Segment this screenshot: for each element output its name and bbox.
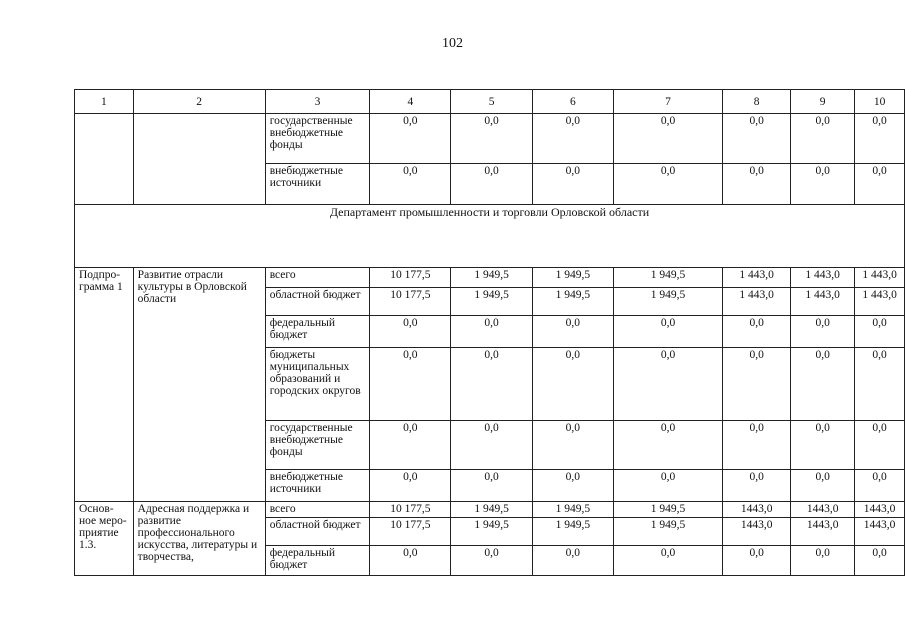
value-cell: 1443,0 bbox=[723, 502, 791, 518]
value-cell: 0,0 bbox=[451, 470, 532, 502]
value-cell: 10 177,5 bbox=[370, 288, 451, 316]
funding-source: всего bbox=[265, 502, 370, 518]
value-cell: 0,0 bbox=[791, 421, 855, 470]
value-cell: 1 949,5 bbox=[532, 518, 613, 546]
value-cell: 0,0 bbox=[855, 421, 905, 470]
value-cell: 1 949,5 bbox=[532, 268, 613, 288]
value-cell: 0,0 bbox=[370, 164, 451, 205]
value-cell: 1 443,0 bbox=[855, 288, 905, 316]
value-cell: 0,0 bbox=[532, 316, 613, 348]
header-cell: 7 bbox=[613, 90, 722, 114]
value-cell: 0,0 bbox=[855, 114, 905, 164]
value-cell: 1 949,5 bbox=[451, 268, 532, 288]
value-cell: 1 443,0 bbox=[723, 288, 791, 316]
value-cell: 0,0 bbox=[613, 546, 722, 576]
value-cell: 1 949,5 bbox=[613, 268, 722, 288]
value-cell: 0,0 bbox=[370, 470, 451, 502]
header-cell: 6 bbox=[532, 90, 613, 114]
table-row bbox=[75, 502, 905, 518]
value-cell: 1 443,0 bbox=[791, 288, 855, 316]
value-cell: 0,0 bbox=[451, 348, 532, 421]
value-cell: 0,0 bbox=[723, 546, 791, 576]
funding-source: государственные внебюджетные фонды bbox=[265, 421, 370, 470]
budget-table bbox=[74, 89, 905, 576]
value-cell: 0,0 bbox=[855, 348, 905, 421]
value-cell: 0,0 bbox=[723, 164, 791, 205]
value-cell: 0,0 bbox=[613, 316, 722, 348]
value-cell: 0,0 bbox=[791, 316, 855, 348]
value-cell: 0,0 bbox=[723, 348, 791, 421]
value-cell: 0,0 bbox=[532, 470, 613, 502]
value-cell: 0,0 bbox=[791, 546, 855, 576]
funding-source: областной бюджет bbox=[265, 518, 370, 546]
value-cell: 1 949,5 bbox=[451, 518, 532, 546]
value-cell: 0,0 bbox=[532, 546, 613, 576]
value-cell: 0,0 bbox=[723, 114, 791, 164]
header-cell: 3 bbox=[265, 90, 370, 114]
value-cell: 0,0 bbox=[370, 316, 451, 348]
section-row bbox=[75, 205, 905, 268]
value-cell: 0,0 bbox=[613, 470, 722, 502]
header-cell: 2 bbox=[133, 90, 265, 114]
value-cell: 0,0 bbox=[855, 164, 905, 205]
value-cell: 0,0 bbox=[791, 470, 855, 502]
value-cell: 0,0 bbox=[791, 348, 855, 421]
value-cell: 1 949,5 bbox=[532, 288, 613, 316]
program-name: Развитие отрасли культуры в Орловской области bbox=[133, 268, 265, 502]
table-row bbox=[75, 268, 905, 288]
value-cell: 0,0 bbox=[532, 348, 613, 421]
program-code: Подпро-грамма 1 bbox=[75, 268, 134, 502]
value-cell: 0,0 bbox=[451, 164, 532, 205]
value-cell: 0,0 bbox=[370, 348, 451, 421]
value-cell: 1 949,5 bbox=[613, 518, 722, 546]
header-cell: 10 bbox=[855, 90, 905, 114]
value-cell: 0,0 bbox=[791, 114, 855, 164]
value-cell: 0,0 bbox=[723, 470, 791, 502]
value-cell: 0,0 bbox=[451, 316, 532, 348]
value-cell: 0,0 bbox=[532, 164, 613, 205]
funding-source: всего bbox=[265, 268, 370, 288]
value-cell: 1 443,0 bbox=[791, 268, 855, 288]
value-cell: 0,0 bbox=[451, 546, 532, 576]
funding-source: областной бюджет bbox=[265, 288, 370, 316]
value-cell: 10 177,5 bbox=[370, 502, 451, 518]
value-cell: 0,0 bbox=[532, 421, 613, 470]
value-cell: 0,0 bbox=[613, 114, 722, 164]
value-cell: 1 949,5 bbox=[613, 288, 722, 316]
header-cell: 8 bbox=[723, 90, 791, 114]
funding-source: государственные внебюджетные фонды bbox=[265, 114, 370, 164]
program-code: Основ-ное меро-приятие 1.3. bbox=[75, 502, 134, 576]
value-cell: 1 949,5 bbox=[451, 288, 532, 316]
value-cell: 10 177,5 bbox=[370, 518, 451, 546]
value-cell: 1443,0 bbox=[855, 502, 905, 518]
page-number: 102 bbox=[442, 36, 463, 51]
value-cell: 0,0 bbox=[855, 546, 905, 576]
value-cell: 0,0 bbox=[370, 546, 451, 576]
value-cell: 0,0 bbox=[723, 421, 791, 470]
funding-source: бюджеты муниципальных образований и городских округов bbox=[265, 348, 370, 421]
section-title: Департамент промышленности и торговли Орловской области bbox=[75, 205, 905, 268]
value-cell: 1443,0 bbox=[855, 518, 905, 546]
value-cell: 0,0 bbox=[370, 114, 451, 164]
value-cell: 1443,0 bbox=[791, 518, 855, 546]
funding-source: федеральный бюджет bbox=[265, 546, 370, 576]
value-cell: 1 949,5 bbox=[613, 502, 722, 518]
column-number-row bbox=[75, 90, 905, 114]
value-cell: 1 949,5 bbox=[451, 502, 532, 518]
value-cell: 0,0 bbox=[855, 316, 905, 348]
header-cell: 1 bbox=[75, 90, 134, 114]
header-cell: 4 bbox=[370, 90, 451, 114]
funding-source: внебюджетные источники bbox=[265, 470, 370, 502]
funding-source: федеральный бюджет bbox=[265, 316, 370, 348]
value-cell: 0,0 bbox=[791, 164, 855, 205]
value-cell: 0,0 bbox=[451, 114, 532, 164]
empty-cell bbox=[133, 114, 265, 205]
value-cell: 1443,0 bbox=[723, 518, 791, 546]
value-cell: 0,0 bbox=[451, 421, 532, 470]
value-cell: 0,0 bbox=[855, 470, 905, 502]
program-name: Адресная поддержка и развитие профессионального искусства, литературы и творчества, bbox=[133, 502, 265, 576]
value-cell: 0,0 bbox=[723, 316, 791, 348]
header-cell: 5 bbox=[451, 90, 532, 114]
header-cell: 9 bbox=[791, 90, 855, 114]
value-cell: 0,0 bbox=[613, 164, 722, 205]
value-cell: 0,0 bbox=[613, 421, 722, 470]
value-cell: 0,0 bbox=[370, 421, 451, 470]
empty-cell bbox=[75, 114, 134, 205]
value-cell: 1443,0 bbox=[791, 502, 855, 518]
value-cell: 1 443,0 bbox=[855, 268, 905, 288]
value-cell: 1 949,5 bbox=[532, 502, 613, 518]
value-cell: 1 443,0 bbox=[723, 268, 791, 288]
value-cell: 0,0 bbox=[613, 348, 722, 421]
value-cell: 0,0 bbox=[532, 114, 613, 164]
funding-source: внебюджетные источники bbox=[265, 164, 370, 205]
table-row bbox=[75, 114, 905, 164]
value-cell: 10 177,5 bbox=[370, 268, 451, 288]
